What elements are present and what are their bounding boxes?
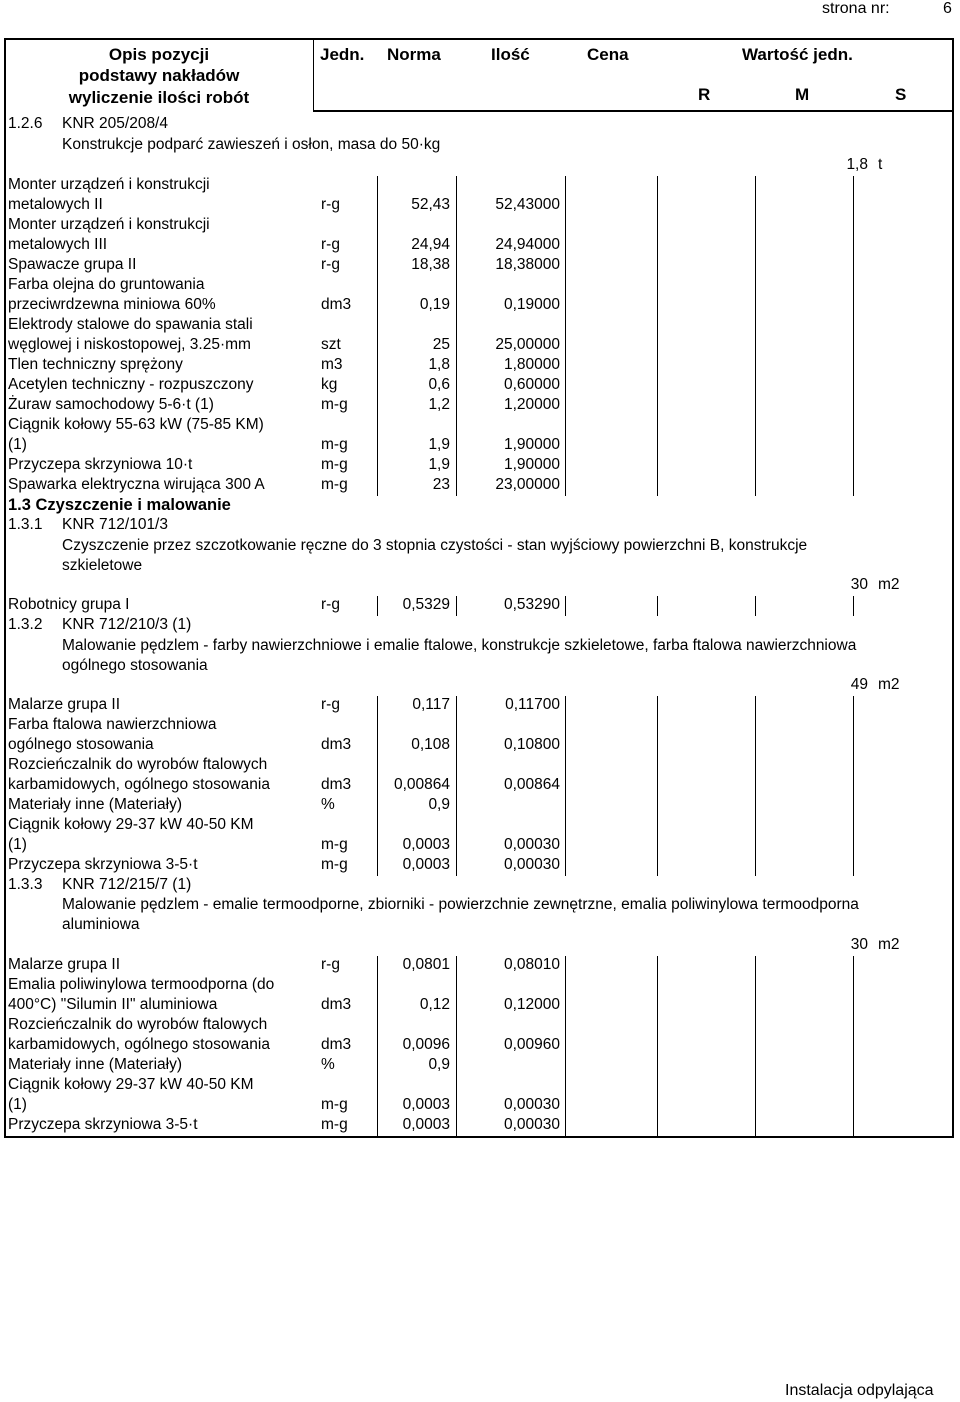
resource-name: Elektrody stalowe do spawania stali [8,316,253,333]
item-code: KNR 712/210/3 (1) [62,616,192,633]
resource-unit: m-g [321,456,348,473]
resource-norma: 23 [432,476,450,493]
resource-unit: r-g [321,956,340,973]
resource-name: węglowej i niskostopowej, 3.25·mm [8,336,251,353]
resource-name: Żuraw samochodowy 5-6·t (1) [8,396,214,413]
header-description-2: podstawy nakładów [78,66,240,85]
item-unit: m2 [878,576,900,593]
resource-unit: r-g [321,256,340,273]
resource-name: metalowych II [8,196,103,213]
resource-ilosc: 0,00030 [503,1096,560,1113]
resource-name: Malarze grupa II [8,696,120,713]
resource-norma: 0,12 [419,996,450,1013]
resource-unit: m-g [321,1096,348,1113]
column-tick [377,596,378,616]
column-tick [755,176,756,496]
resource-ilosc: 0,19000 [503,296,560,313]
resource-norma: 52,43 [411,196,450,213]
resource-name: Ciągnik kołowy 55-63 kW (75-85 KM) [8,416,264,433]
resource-ilosc: 1,90000 [503,436,560,453]
item-number: 1.2.6 [8,115,43,132]
resource-name: Spawarka elektryczna wirująca 300 A [8,476,265,493]
header-cena: Cena [587,45,629,64]
header-s: S [895,85,907,104]
resource-unit: dm3 [321,736,352,753]
column-tick [565,176,566,496]
resource-unit: % [321,1056,335,1073]
header-r: R [698,85,711,104]
item-desc-2: szkieletowe [62,557,143,574]
resource-norma: 0,0096 [402,1036,450,1053]
resource-norma: 0,5329 [402,596,450,613]
resource-name: przeciwrdzewna miniowa 60% [8,296,216,313]
resource-name: ogólnego stosowania [8,736,154,753]
column-tick [377,696,378,876]
resource-norma: 0,117 [412,696,450,713]
item-quantity: 30 [850,576,868,593]
column-tick [565,696,566,876]
item-unit: m2 [878,936,900,953]
resource-name: Materiały inne (Materiały) [8,796,182,813]
resource-ilosc: 0,00030 [503,1116,560,1133]
resource-ilosc: 0,00864 [503,776,560,793]
resource-unit: m-g [321,1116,348,1133]
header-ilosc: Ilość [491,45,530,64]
resource-norma: 24,94 [411,236,450,253]
resource-ilosc: 1,80000 [503,356,560,373]
resource-name: karbamidowych, ogólnego stosowania [8,1036,270,1053]
column-tick [456,696,457,876]
resource-name: Rozcieńczalnik do wyrobów ftalowych [8,1016,268,1033]
resource-ilosc: 0,08010 [503,956,560,973]
resource-name: Farba ftalowa nawierzchniowa [8,716,217,733]
item-desc-1: Malowanie pędzlem - farby nawierzchniowe i emalie ftalowe, konstrukcje szkieletowe, farba ftalowa nawierzchniowa [62,637,857,654]
column-tick [853,956,854,1136]
column-tick [853,596,854,616]
resource-unit: r-g [321,696,340,713]
resource-norma: 0,19 [419,296,450,313]
resource-name: Emalia poliwinylowa termoodporna (do [8,976,275,993]
column-tick [456,956,457,1136]
item-unit: t [878,156,883,173]
column-tick [657,176,658,496]
resource-name: (1) [8,836,27,853]
resource-name: Ciągnik kołowy 29-37 kW 40-50 KM [8,816,254,833]
resource-ilosc: 1,90000 [503,456,560,473]
column-tick [657,956,658,1136]
header-bottom-rule [313,110,954,112]
resource-unit: m-g [321,436,348,453]
resource-name: 400°C) "Silumin II" aluminiowa [8,996,218,1013]
resource-norma: 25 [432,336,450,353]
resource-norma: 1,8 [428,356,450,373]
item-desc-1: Czyszczenie przez szczotkowanie ręczne do 3 stopnia czystości - stan wyjściowy powierzchni B, konstrukcje [62,537,808,554]
resource-norma: 0,9 [428,1056,450,1073]
resource-ilosc: 0,00030 [503,856,560,873]
resource-ilosc: 0,60000 [503,376,560,393]
resource-name: Monter urządzeń i konstrukcji [8,176,210,193]
resource-name: Spawacze grupa II [8,256,137,273]
resource-unit: r-g [321,596,340,613]
resource-unit: r-g [321,196,340,213]
resource-name: Materiały inne (Materiały) [8,1056,182,1073]
resource-name: Farba olejna do gruntowania [8,276,205,293]
resource-name: Monter urządzeń i konstrukcji [8,216,210,233]
resource-name: Robotnicy grupa I [8,596,130,613]
resource-norma: 0,0801 [402,956,450,973]
item-desc-1: Malowanie pędzlem - emalie termoodporne, zbiorniki - powierzchnie zewnętrzne, emalia poliwinylowa termoodporna [62,896,859,913]
resource-ilosc: 25,00000 [495,336,560,353]
resource-norma: 0,108 [411,736,450,753]
resource-norma: 1,9 [428,436,450,453]
item-code: KNR 712/215/7 (1) [62,876,192,893]
column-tick [853,176,854,496]
resource-name: Acetylen techniczny - rozpuszczony [8,376,254,393]
resource-ilosc: 0,53290 [503,596,560,613]
item-code: KNR 205/208/4 [62,115,168,132]
header-wartosc: Wartość jedn. [742,45,853,64]
header-jedn: Jedn. [320,45,365,64]
resource-ilosc: 1,20000 [503,396,560,413]
resource-unit: dm3 [321,296,352,313]
item-title: Konstrukcje podparć zawieszeń i osłon, masa do 50·kg [62,136,441,153]
resource-ilosc: 24,94000 [495,236,560,253]
resource-ilosc: 0,11700 [505,696,560,713]
item-desc-2: aluminiowa [62,916,140,933]
page-number-label: strona nr: [822,0,890,17]
column-tick [456,596,457,616]
item-quantity: 1,8 [846,156,868,173]
column-tick [755,696,756,876]
resource-name: Przyczepa skrzyniowa 3-5·t [8,856,198,873]
resource-ilosc: 0,10800 [503,736,560,753]
resource-ilosc: 23,00000 [495,476,560,493]
item-quantity: 49 [850,676,868,693]
resource-norma: 1,2 [428,396,450,413]
resource-unit: m-g [321,836,348,853]
resource-name: Malarze grupa II [8,956,120,973]
column-tick [657,696,658,876]
resource-name: Tlen techniczny sprężony [8,356,183,373]
column-tick [853,696,854,876]
resource-unit: dm3 [321,776,352,793]
item-unit: m2 [878,676,900,693]
resource-norma: 0,0003 [402,1116,450,1133]
resource-name: Przyczepa skrzyniowa 10·t [8,456,193,473]
resource-norma: 0,6 [428,376,450,393]
resource-norma: 1,9 [428,456,450,473]
resource-unit: m-g [321,856,348,873]
page-number-value: 6 [943,0,952,17]
resource-name: (1) [8,436,27,453]
header-description-1: Opis pozycji [108,45,210,64]
resource-unit: m-g [321,396,348,413]
column-tick [377,956,378,1136]
column-tick [456,176,457,496]
header-divider [313,38,314,110]
item-quantity: 30 [850,936,868,953]
resource-unit: kg [321,376,338,393]
resource-name: Ciągnik kołowy 29-37 kW 40-50 KM [8,1076,254,1093]
resource-unit: m3 [321,356,343,373]
resource-ilosc: 18,38000 [495,256,560,273]
resource-unit: dm3 [321,996,352,1013]
item-code: KNR 712/101/3 [62,516,168,533]
resource-norma: 0,0003 [402,856,450,873]
resource-norma: 18,38 [411,256,450,273]
item-number: 1.3.1 [8,516,43,533]
resource-norma: 0,0003 [402,836,450,853]
resource-ilosc: 0,00960 [503,1036,560,1053]
item-number: 1.3.2 [8,616,43,633]
resource-ilosc: 0,00030 [503,836,560,853]
column-tick [377,176,378,496]
item-desc-2: ogólnego stosowania [62,657,208,674]
column-tick [755,956,756,1136]
column-tick [657,596,658,616]
resource-norma: 0,00864 [393,776,450,793]
column-tick [565,956,566,1136]
resource-name: Przyczepa skrzyniowa 3-5·t [8,1116,198,1133]
column-tick [565,596,566,616]
resource-unit: % [321,796,335,813]
header-m: M [795,85,810,104]
resource-unit: dm3 [321,1036,352,1053]
column-tick [755,596,756,616]
header-norma: Norma [387,45,441,64]
resource-unit: szt [321,336,341,353]
resource-ilosc: 0,12000 [503,996,560,1013]
section-title: 1.3 Czyszczenie i malowanie [8,496,231,514]
resource-name: Rozcieńczalnik do wyrobów ftalowych [8,756,268,773]
item-number: 1.3.3 [8,876,43,893]
resource-unit: r-g [321,236,340,253]
page-footer: Instalacja odpylająca [785,1382,934,1399]
resource-ilosc: 52,43000 [495,196,560,213]
resource-name: (1) [8,1096,27,1113]
header-description-3: wyliczenie ilości robót [68,88,250,107]
resource-unit: m-g [321,476,348,493]
resource-name: karbamidowych, ogólnego stosowania [8,776,270,793]
resource-name: metalowych III [8,236,108,253]
resource-norma: 0,9 [428,796,450,813]
resource-norma: 0,0003 [402,1096,450,1113]
